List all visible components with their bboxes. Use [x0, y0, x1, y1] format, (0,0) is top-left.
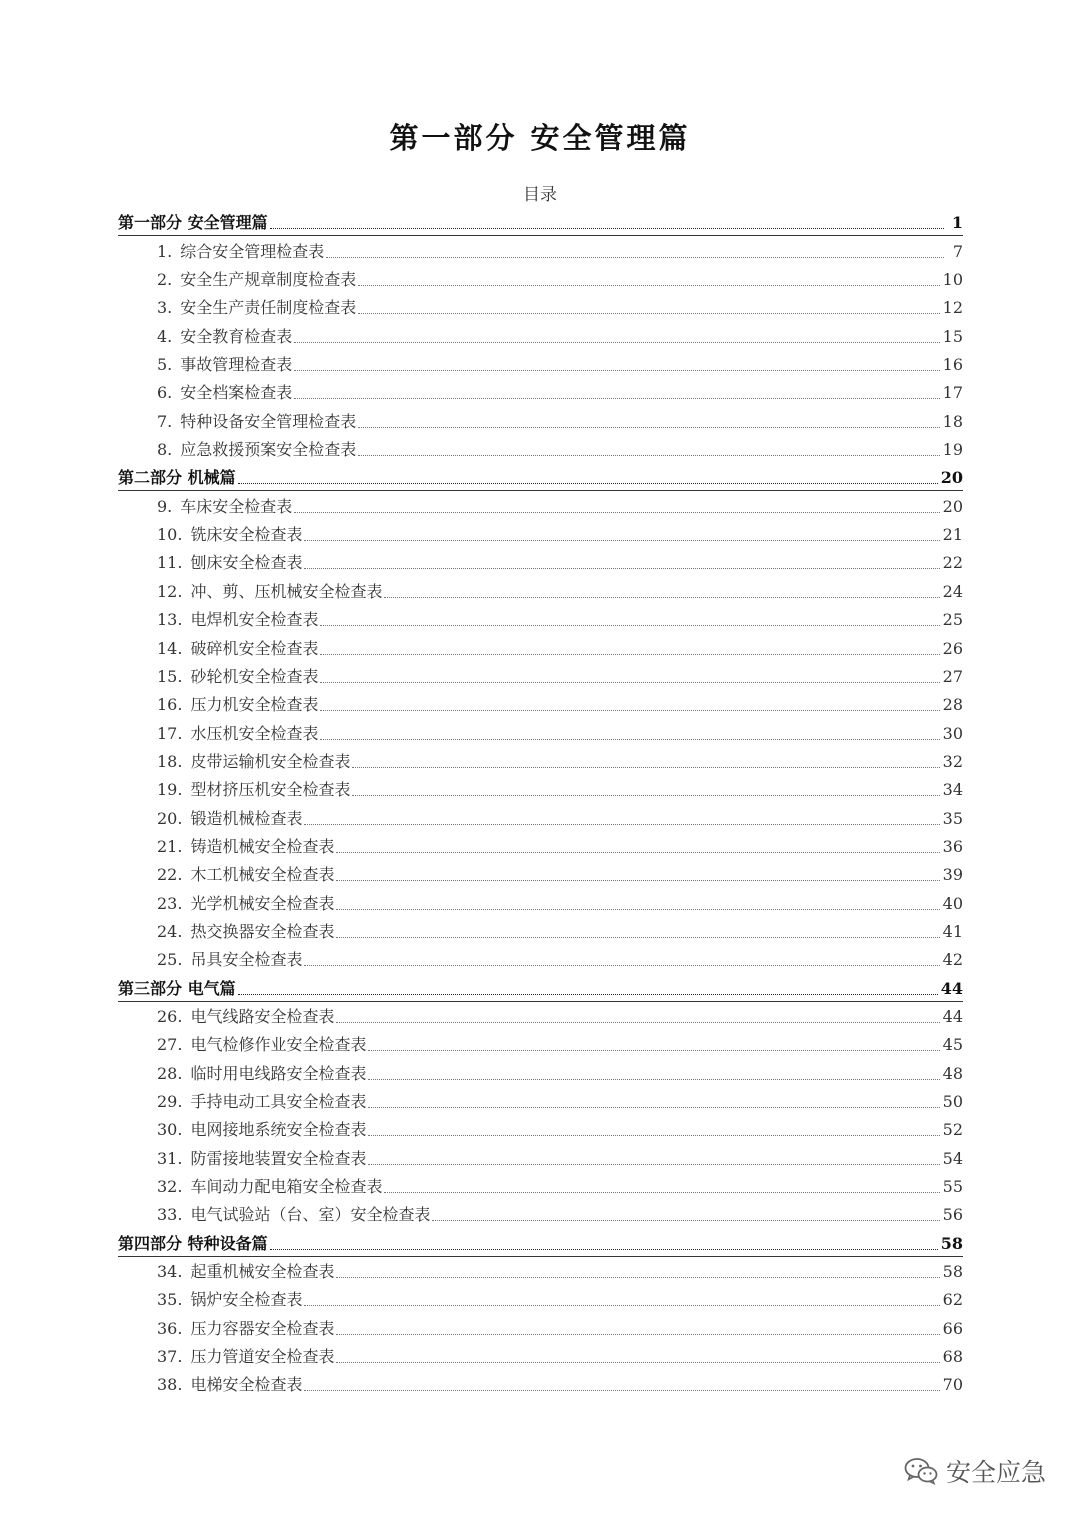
toc-item-number: 5.	[157, 355, 173, 375]
toc-item-number: 33.	[157, 1205, 183, 1225]
dot-leader	[320, 653, 939, 655]
toc-page-number: 52	[942, 1120, 963, 1140]
toc-item-row[interactable]	[118, 293, 963, 321]
toc-item-number: 34.	[157, 1262, 183, 1282]
toc-item-row[interactable]	[118, 1143, 963, 1171]
toc-item-row[interactable]	[118, 917, 963, 945]
toc-page-number: 19	[942, 440, 963, 460]
dot-leader	[384, 596, 939, 598]
toc-item-number: 18.	[157, 751, 183, 771]
toc-entry-title: 特种设备安全管理检查表	[180, 411, 357, 431]
toc-item-row[interactable]	[118, 491, 963, 519]
toc-item-number: 13.	[157, 610, 183, 630]
toc-item-number: 32.	[157, 1177, 183, 1197]
dot-leader	[238, 482, 938, 484]
dot-leader	[368, 1106, 939, 1108]
dot-leader	[320, 681, 939, 683]
dot-leader	[352, 766, 939, 768]
toc-entry-title: 冲、剪、压机械安全检查表	[190, 581, 383, 601]
toc-item-number: 10.	[157, 525, 183, 545]
dot-leader	[336, 908, 939, 910]
toc-entry-title: 手持电动工具安全检查表	[190, 1092, 367, 1111]
toc-page-number: 12	[942, 298, 963, 318]
toc-item-row[interactable]	[118, 1115, 963, 1143]
dot-leader	[336, 1021, 939, 1023]
toc-item-row[interactable]	[118, 1342, 963, 1370]
toc-item-number: 9.	[157, 496, 173, 516]
toc-entry-title: 电焊机安全检查表	[190, 610, 319, 630]
toc-page-number: 45	[942, 1035, 963, 1055]
toc-part-row[interactable]	[118, 973, 963, 1001]
toc-item-row[interactable]	[118, 1257, 963, 1285]
dot-leader	[294, 397, 939, 399]
dot-leader	[304, 567, 939, 569]
toc-entry-title: 压力容器安全检查表	[190, 1318, 335, 1338]
toc-page-number: 39	[942, 865, 963, 885]
toc-entry-title: 第二部分 机械篇	[118, 468, 236, 488]
toc-item-number: 29.	[157, 1092, 183, 1111]
dot-leader	[320, 738, 939, 740]
toc-item-number: 3.	[157, 298, 173, 318]
toc-entry-title: 电气试验站（台、室）安全检查表	[190, 1205, 431, 1225]
dot-leader	[326, 256, 944, 258]
toc-page-number: 27	[942, 666, 963, 686]
dot-leader	[304, 1304, 939, 1306]
toc-entry-title: 水压机安全检查表	[190, 723, 319, 743]
dot-leader	[270, 227, 944, 229]
dot-leader	[294, 341, 939, 343]
toc-item-row[interactable]	[118, 350, 963, 378]
toc-page-number: 40	[942, 893, 963, 913]
toc-page-number: 26	[942, 638, 963, 658]
dot-leader	[368, 1163, 939, 1165]
toc-item-row[interactable]	[118, 1002, 963, 1030]
toc-entry-title: 砂轮机安全检查表	[190, 666, 319, 686]
toc-item-number: 6.	[157, 383, 173, 403]
toc-entry-title: 电网接地系统安全检查表	[190, 1120, 367, 1140]
toc-item-number: 26.	[157, 1006, 183, 1026]
toc-page-number: 55	[942, 1177, 963, 1197]
dot-leader	[270, 1248, 938, 1250]
toc-page-number: 70	[942, 1375, 963, 1395]
toc-item-row[interactable]	[118, 435, 963, 463]
toc-page-number: 66	[942, 1318, 963, 1338]
toc-item-row[interactable]	[118, 633, 963, 661]
toc-item-row[interactable]	[118, 1030, 963, 1058]
toc-page-number: 50	[942, 1092, 963, 1111]
toc-item-row[interactable]	[118, 1370, 963, 1398]
dot-leader	[336, 879, 939, 881]
toc-item-row[interactable]	[118, 860, 963, 888]
toc-page-number: 36	[942, 836, 963, 856]
toc-page-number: 41	[942, 921, 963, 941]
dot-leader	[336, 1333, 939, 1335]
toc-page-number: 68	[942, 1347, 963, 1367]
dot-leader	[368, 1078, 939, 1080]
toc-item-row[interactable]	[118, 747, 963, 775]
toc-item-number: 23.	[157, 893, 183, 913]
toc-page-number: 42	[942, 950, 963, 970]
toc-entry-title: 起重机械安全检查表	[190, 1262, 335, 1282]
toc-item-row[interactable]	[118, 1313, 963, 1341]
toc-item-row[interactable]	[118, 605, 963, 633]
toc-entry-title: 破碎机安全检查表	[190, 638, 319, 658]
toc-part-row[interactable]	[118, 463, 963, 491]
toc-page-number: 17	[942, 383, 963, 403]
toc-item-number: 19.	[157, 780, 183, 800]
dot-leader	[336, 936, 939, 938]
dot-leader	[358, 426, 939, 428]
toc-entry-title: 应急救援预案安全检查表	[180, 440, 357, 460]
dot-leader	[358, 312, 939, 314]
toc-entry-title: 木工机械安全检查表	[190, 865, 335, 885]
toc-entry-title: 刨床安全检查表	[190, 553, 303, 573]
toc-part-row[interactable]	[118, 208, 963, 236]
watermark	[904, 1453, 1046, 1489]
dot-leader	[352, 794, 939, 796]
toc-page-number: 20	[942, 496, 963, 516]
toc-page-number: 16	[942, 355, 963, 375]
dot-leader	[336, 1276, 939, 1278]
dot-leader	[368, 1049, 939, 1051]
toc-item-row[interactable]	[118, 1087, 963, 1115]
toc-page-number: 24	[942, 581, 963, 601]
toc-item-number: 21.	[157, 836, 183, 856]
dot-leader	[358, 284, 939, 286]
toc-entry-title: 电气检修作业安全检查表	[190, 1035, 367, 1055]
toc-entry-title: 车床安全检查表	[180, 496, 293, 516]
toc-page-number: 25	[942, 610, 963, 630]
toc-page-number: 22	[942, 553, 963, 573]
toc-page-number: 58	[940, 1233, 963, 1253]
dot-leader	[304, 964, 939, 966]
toc-page-number: 44	[940, 978, 963, 998]
toc-page-number: 44	[942, 1006, 963, 1026]
toc-entry-title: 防雷接地装置安全检查表	[190, 1148, 367, 1168]
table-of-contents	[118, 208, 963, 1398]
watermark-text: 安全应急	[945, 1458, 1046, 1487]
toc-item-row[interactable]	[118, 520, 963, 548]
toc-item-number: 12.	[157, 581, 183, 601]
toc-entry-title: 铣床安全检查表	[190, 525, 303, 545]
toc-entry-title: 临时用电线路安全检查表	[190, 1063, 367, 1083]
toc-item-number: 22.	[157, 865, 183, 885]
toc-item-number: 14.	[157, 638, 183, 658]
toc-entry-title: 安全教育检查表	[180, 326, 293, 346]
toc-item-row[interactable]	[118, 576, 963, 604]
wechat-icon	[904, 1457, 938, 1485]
toc-item-row[interactable]	[118, 832, 963, 860]
toc-item-number: 11.	[157, 553, 183, 573]
dot-leader	[432, 1219, 939, 1221]
toc-item-number: 7.	[157, 411, 173, 431]
toc-entry-title: 皮带运输机安全检查表	[190, 751, 351, 771]
toc-item-number: 24.	[157, 921, 183, 941]
toc-entry-title: 第一部分 安全管理篇	[118, 213, 268, 233]
dot-leader	[294, 369, 939, 371]
toc-entry-title: 锻造机械检查表	[190, 808, 303, 828]
toc-item-row[interactable]	[118, 548, 963, 576]
toc-entry-title: 电梯安全检查表	[190, 1375, 303, 1395]
toc-item-row[interactable]	[118, 236, 963, 264]
toc-page-number: 20	[940, 468, 963, 488]
dot-leader	[384, 1191, 939, 1193]
dot-leader	[358, 454, 939, 456]
toc-item-number: 35.	[157, 1290, 183, 1310]
dot-leader	[336, 851, 939, 853]
toc-item-number: 17.	[157, 723, 183, 743]
toc-entry-title: 压力管道安全检查表	[190, 1347, 335, 1367]
dot-leader	[368, 1134, 939, 1136]
toc-page-number: 30	[942, 723, 963, 743]
toc-item-number: 28.	[157, 1063, 183, 1083]
toc-page-number: 10	[942, 270, 963, 290]
toc-entry-title: 电气线路安全检查表	[190, 1006, 335, 1026]
toc-item-number: 36.	[157, 1318, 183, 1338]
toc-entry-title: 安全档案检查表	[180, 383, 293, 403]
dot-leader	[238, 993, 938, 995]
toc-item-row[interactable]	[118, 1058, 963, 1086]
toc-entry-title: 综合安全管理检查表	[180, 241, 325, 261]
toc-page-number: 48	[942, 1063, 963, 1083]
toc-entry-title: 安全生产责任制度检查表	[180, 298, 357, 318]
toc-entry-title: 事故管理检查表	[180, 355, 293, 375]
toc-page-number: 7	[952, 241, 963, 261]
toc-item-row[interactable]	[118, 1200, 963, 1228]
toc-item-row[interactable]	[118, 718, 963, 746]
toc-item-number: 15.	[157, 666, 183, 686]
toc-page-number: 18	[942, 411, 963, 431]
toc-item-row[interactable]	[118, 888, 963, 916]
toc-entry-title: 铸造机械安全检查表	[190, 836, 335, 856]
toc-page-number: 21	[942, 525, 963, 545]
dot-leader	[320, 709, 939, 711]
toc-entry-title: 吊具安全检查表	[190, 950, 303, 970]
toc-page-number: 54	[942, 1148, 963, 1168]
dot-leader	[336, 1361, 939, 1363]
toc-page-number: 32	[942, 751, 963, 771]
toc-item-number: 2.	[157, 270, 173, 290]
toc-page-number: 28	[942, 695, 963, 715]
toc-item-number: 30.	[157, 1120, 183, 1140]
toc-item-row[interactable]	[118, 803, 963, 831]
toc-heading: 目录	[523, 185, 557, 205]
toc-entry-title: 安全生产规章制度检查表	[180, 270, 357, 290]
toc-entry-title: 锅炉安全检查表	[190, 1290, 303, 1310]
dot-leader	[320, 624, 939, 626]
toc-item-row[interactable]	[118, 378, 963, 406]
toc-item-row[interactable]	[118, 265, 963, 293]
toc-item-number: 25.	[157, 950, 183, 970]
toc-item-row[interactable]	[118, 321, 963, 349]
toc-item-row[interactable]	[118, 1285, 963, 1313]
toc-item-number: 8.	[157, 440, 173, 460]
toc-item-row[interactable]	[118, 406, 963, 434]
toc-item-row[interactable]	[118, 775, 963, 803]
toc-page-number: 1	[951, 213, 963, 233]
dot-leader	[304, 823, 939, 825]
toc-item-number: 20.	[157, 808, 183, 828]
toc-item-number: 27.	[157, 1035, 183, 1055]
toc-entry-title: 热交换器安全检查表	[190, 921, 335, 941]
dot-leader	[304, 1389, 939, 1391]
toc-page-number: 56	[942, 1205, 963, 1225]
dot-leader	[304, 539, 939, 541]
toc-item-number: 4.	[157, 326, 173, 346]
page-title: 第一部分 安全管理篇	[389, 121, 691, 155]
toc-page-number: 62	[942, 1290, 963, 1310]
toc-entry-title: 压力机安全检查表	[190, 695, 319, 715]
toc-item-number: 1.	[157, 241, 173, 261]
toc-page-number: 15	[942, 326, 963, 346]
toc-page-number: 34	[942, 780, 963, 800]
toc-item-row[interactable]	[118, 945, 963, 973]
toc-item-number: 31.	[157, 1148, 183, 1168]
toc-part-row[interactable]	[118, 1228, 963, 1256]
toc-item-row[interactable]	[118, 662, 963, 690]
toc-entry-title: 第四部分 特种设备篇	[118, 1233, 268, 1253]
dot-leader	[294, 511, 939, 513]
toc-page-number: 35	[942, 808, 963, 828]
toc-item-number: 37.	[157, 1347, 183, 1367]
toc-entry-title: 型材挤压机安全检查表	[190, 780, 351, 800]
toc-page-number: 58	[942, 1262, 963, 1282]
toc-entry-title: 第三部分 电气篇	[118, 978, 236, 998]
toc-item-number: 38.	[157, 1375, 183, 1395]
toc-item-row[interactable]	[118, 690, 963, 718]
toc-entry-title: 车间动力配电箱安全检查表	[190, 1177, 383, 1197]
toc-item-number: 16.	[157, 695, 183, 715]
toc-entry-title: 光学机械安全检查表	[190, 893, 335, 913]
toc-item-row[interactable]	[118, 1172, 963, 1200]
